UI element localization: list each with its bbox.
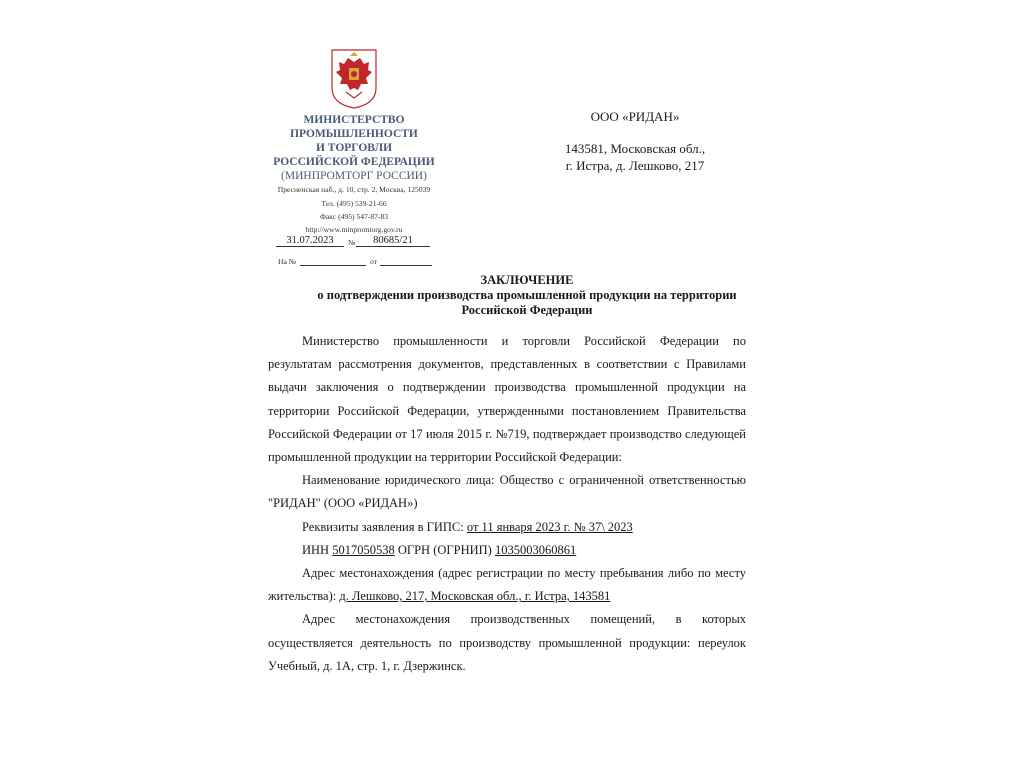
- document-title: [262, 273, 792, 318]
- paragraph-production-address: Адрес местонахождения производственных помещений, в которых осуществляется деятельность по производству промышленной продукции: переулок Учебный, д. 1А, стр. 1, г. Дзержинск.: [268, 612, 746, 673]
- ministry-line: РОССИЙСКОЙ ФЕДЕРАЦИИ: [273, 156, 435, 168]
- recipient-address-line: 143581, Московская обл.,: [564, 141, 706, 156]
- ministry-website: http://www.minpromtorg.gov.ru: [305, 225, 403, 234]
- ministry-address: Пресненская наб., д. 10, стр. 2, Москва, 125039: [277, 185, 431, 194]
- title-line: ЗАКЛЮЧЕНИЕ: [480, 273, 574, 287]
- title-line: о подтверждении производства промышленной продукции на территории: [317, 288, 737, 302]
- title-line: Российской Федерации: [461, 303, 593, 317]
- legal-address-label: Адрес местонахождения (адрес регистрации по месту пребывания либо по месту жительства):: [268, 566, 746, 604]
- ministry-line: МИНИСТЕРСТВО: [303, 114, 405, 126]
- ref-prefix: На №: [278, 257, 296, 266]
- ministry-contacts: [262, 184, 446, 235]
- recipient-name: ООО «РИДАН»: [590, 109, 680, 124]
- ogrn-value: 1035003060861: [494, 542, 577, 557]
- ministry-short-name: (МИНПРОМТОРГ РОССИИ): [281, 170, 427, 182]
- legal-address-value: д. Лешково, 217, Московская обл., г. Истра, 143581: [339, 589, 611, 604]
- russian-coat-of-arms-icon: [330, 48, 378, 110]
- inn-label: ИНН: [302, 542, 333, 557]
- ogrn-label: ОГРН (ОГРНИП): [394, 542, 495, 557]
- paragraph-inn-ogrn: [268, 539, 746, 562]
- document-date: 31.07.2023: [276, 235, 344, 247]
- ref-number-line: [300, 265, 366, 266]
- paragraph-intro: Министерство промышленности и торговли Российской Федерации по результатам рассмотрения документов, представленных в соответствии с Правилами выдачи заключения о подтверждении производства промышленной продукции на территории Российской Федерации, утвержденными постановлением Правительства Российской Федерации от 17 июля 2015 г. №719, подтверждает производство следующей промышленной продукции на территории Российской Федерации:: [268, 334, 746, 465]
- ministry-fax: Факс (495) 547-87-83: [319, 212, 389, 221]
- paragraph-legal-address: [268, 562, 746, 608]
- ministry-name: [262, 113, 446, 183]
- recipient-block: [540, 108, 730, 174]
- ministry-line: ПРОМЫШЛЕННОСТИ: [290, 128, 418, 140]
- application-label: Реквизиты заявления в ГИПС:: [302, 519, 467, 534]
- number-sign: №: [348, 238, 356, 247]
- recipient-address-line: г. Истра, д. Лешково, 217: [565, 158, 705, 173]
- document-number: 80685/21: [356, 235, 430, 247]
- ministry-phone: Тел. (495) 539-21-66: [321, 199, 387, 208]
- application-value: от 11 января 2023 г. № 37\ 2023: [466, 519, 633, 534]
- document-body: [268, 330, 746, 678]
- ref-date-line: [380, 265, 432, 266]
- ref-from: от: [370, 257, 378, 266]
- paragraph-application: [268, 516, 746, 539]
- paragraph-legal-entity: Наименование юридического лица: Общество с ограниченной ответственностью "РИДАН" (ООО «РИДАН»): [268, 473, 746, 511]
- ministry-line: И ТОРГОВЛИ: [315, 142, 393, 154]
- inn-value: 5017050538: [332, 542, 395, 557]
